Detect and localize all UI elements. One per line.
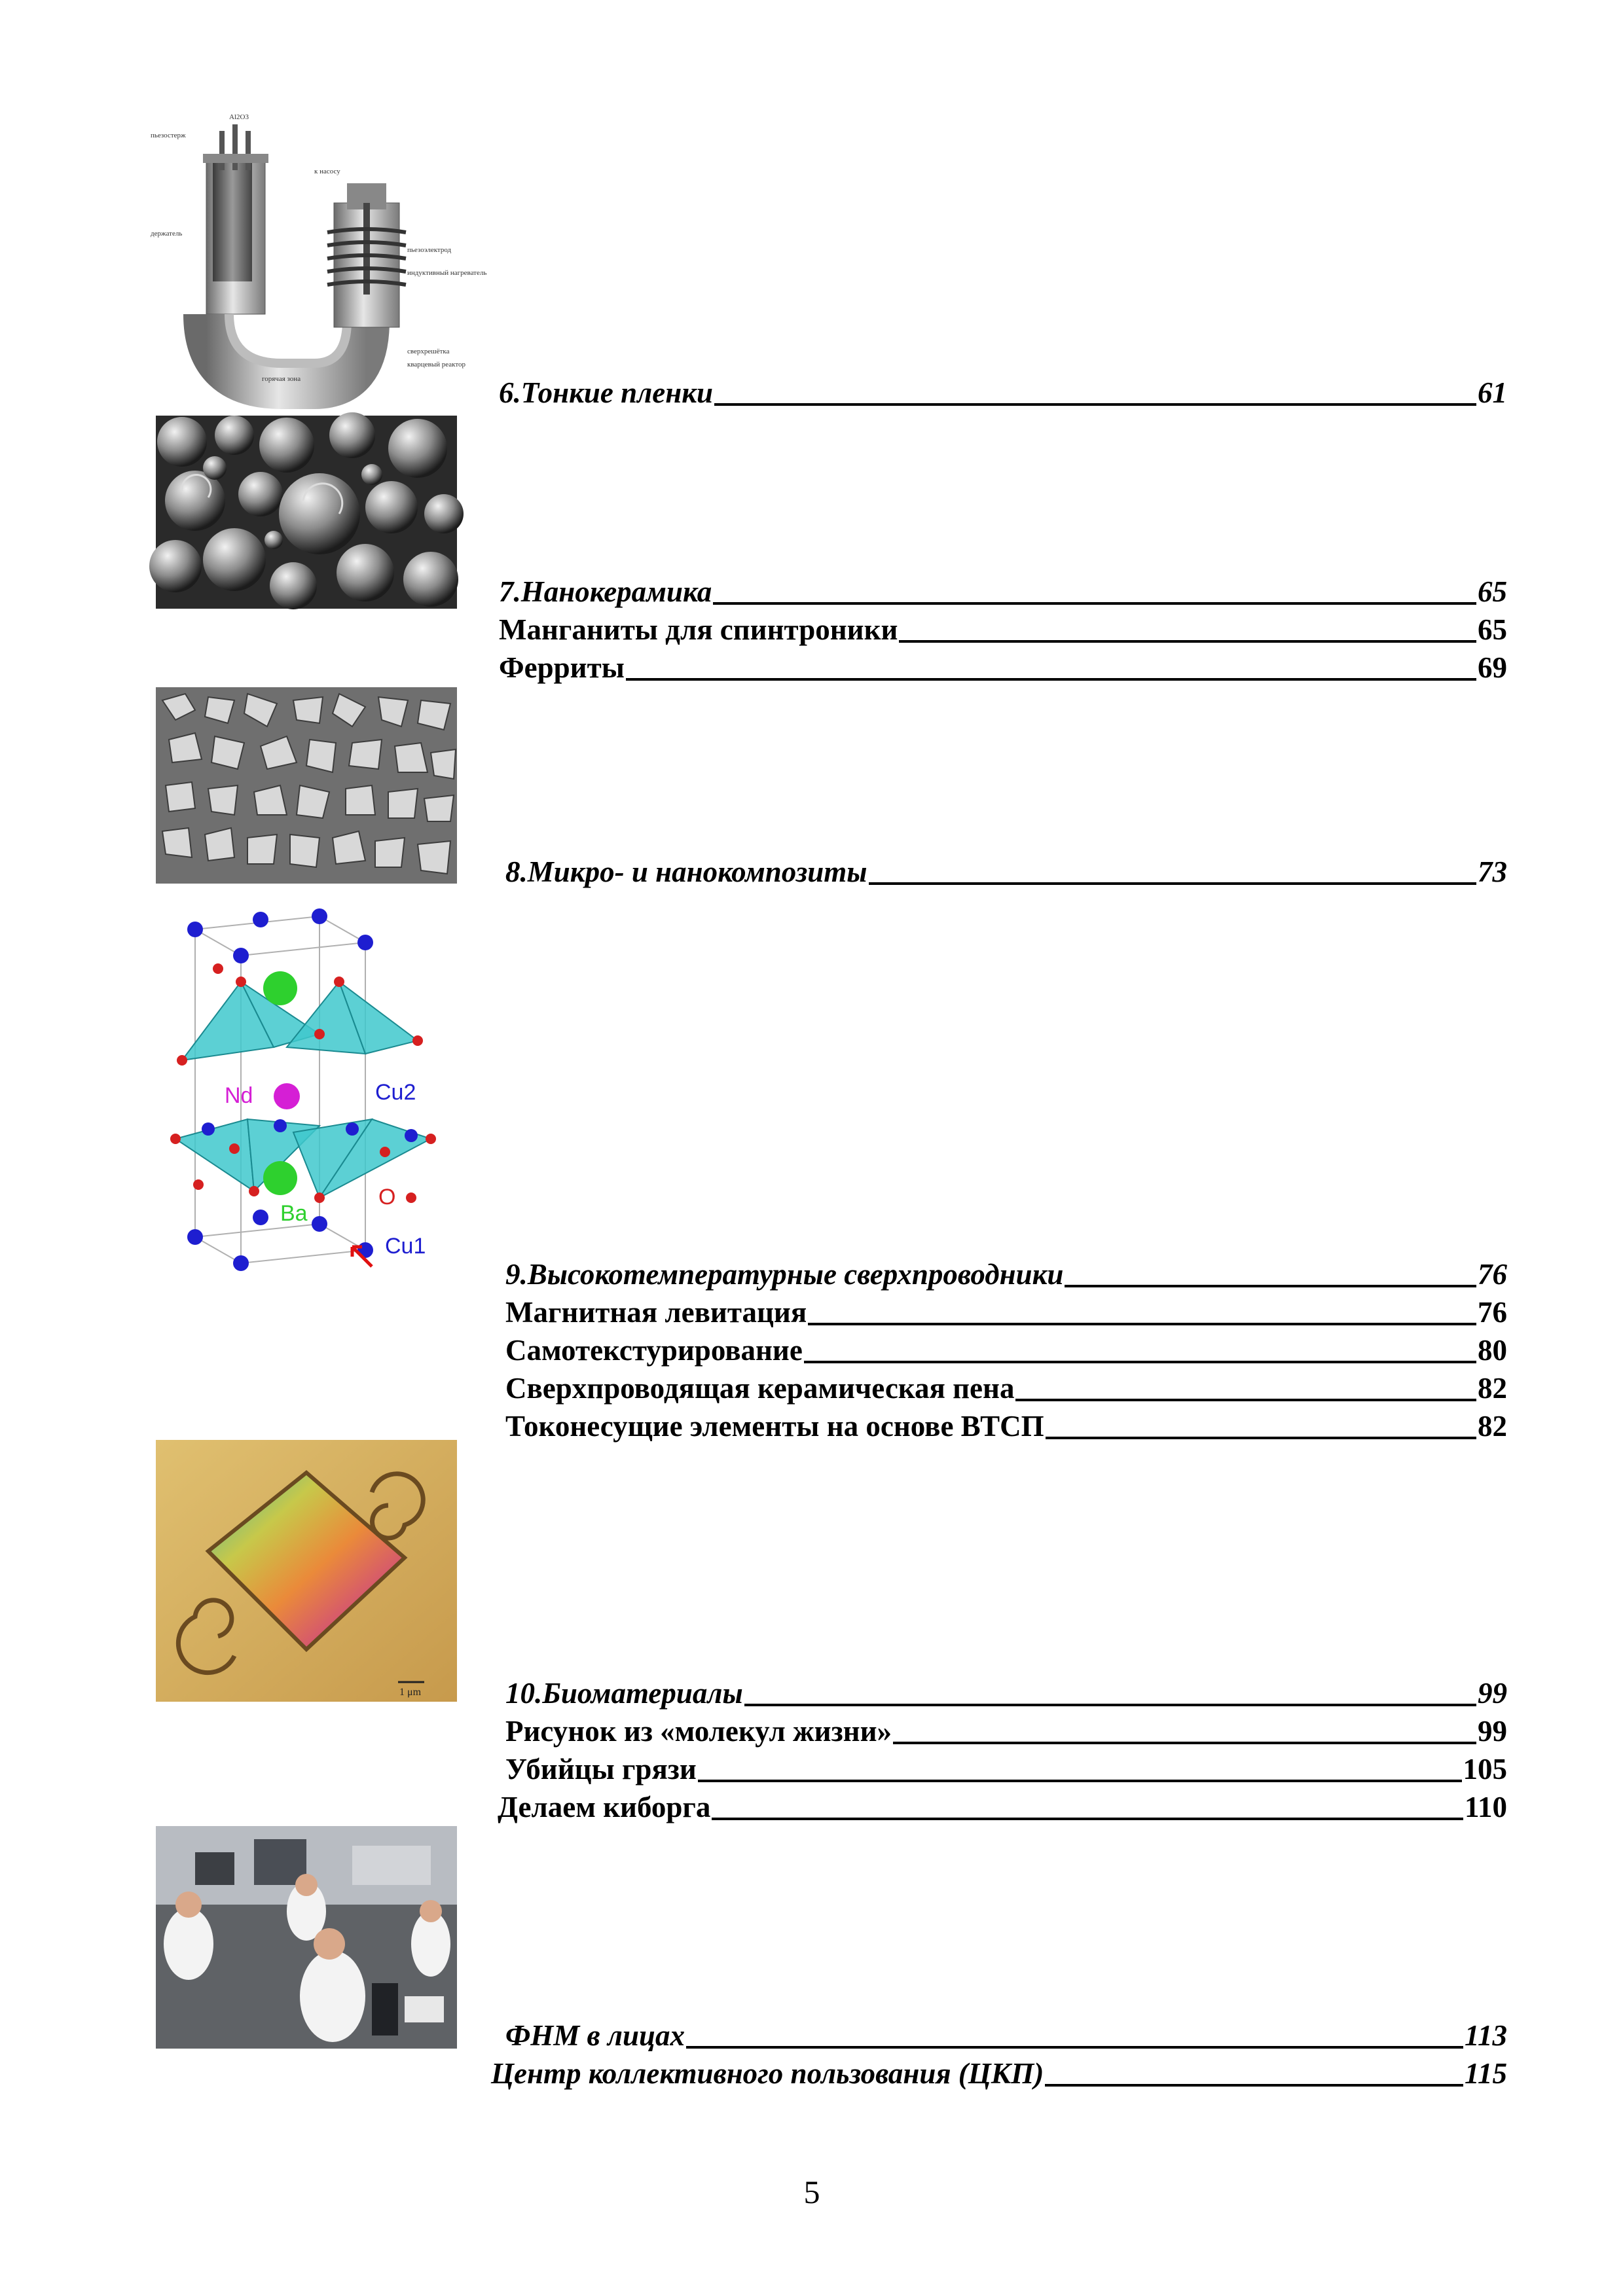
- sem-spheres-image: [156, 416, 457, 609]
- toc-entry-title: 7.Нанокерамика: [499, 575, 712, 608]
- scale-bar-label: 1 μm: [399, 1687, 422, 1698]
- toc-leader-line: [869, 882, 1476, 885]
- toc-leader-line: [713, 601, 1476, 605]
- toc-leader-line: [714, 403, 1476, 406]
- toc-leader-line: [712, 1817, 1463, 1820]
- reactor-diagram-image: [151, 105, 487, 399]
- reactor-label: кварцевый реактор: [407, 361, 466, 368]
- toc-entry-title: Убийцы грязи: [505, 1753, 697, 1785]
- toc-entry-title: ФНМ в лицах: [505, 2019, 685, 2052]
- crystal-label-cu2: Cu2: [375, 1080, 416, 1105]
- toc-entry-page: 61: [1478, 376, 1507, 409]
- toc-entry-page: 113: [1464, 2019, 1507, 2052]
- crystal-label-o: O: [378, 1185, 396, 1210]
- reactor-label: Al2O3: [229, 113, 249, 121]
- toc-entry[interactable]: [505, 1717, 1507, 1746]
- reactor-label: индуктивный нагреватель: [407, 269, 487, 277]
- toc-entry[interactable]: [499, 577, 1507, 607]
- toc-leader-line: [804, 1360, 1476, 1363]
- sem-grains-image: [156, 687, 457, 884]
- toc-entry-title: Самотекстурирование: [505, 1334, 803, 1367]
- toc-entry-page: 99: [1478, 1677, 1507, 1710]
- toc-entry-page: 65: [1478, 613, 1507, 646]
- toc-leader-line: [744, 1703, 1476, 1706]
- toc-entry[interactable]: [505, 1374, 1507, 1403]
- reactor-label: держатель: [151, 230, 183, 238]
- reactor-label: сверхрешётка: [407, 348, 450, 355]
- toc-leader-line: [686, 2045, 1463, 2049]
- crystal-structure-image: [156, 890, 457, 1283]
- toc-entry-page: 115: [1464, 2057, 1507, 2090]
- toc-entry-title: Центр коллективного пользования (ЦКП): [491, 2057, 1044, 2090]
- toc-entry[interactable]: [505, 1755, 1507, 1784]
- micrograph-image: [156, 1440, 457, 1702]
- toc-leader-line: [808, 1322, 1476, 1325]
- toc-entry[interactable]: [499, 653, 1507, 683]
- toc-entry[interactable]: [505, 1260, 1507, 1289]
- toc-entry-title: 6.Тонкие пленки: [499, 376, 714, 409]
- toc-entry-title: Токонесущие элементы на основе ВТСП: [505, 1410, 1044, 1443]
- lab-photo-image: [156, 1826, 457, 2049]
- toc-leader-line: [1015, 1398, 1476, 1401]
- toc-entry[interactable]: [498, 1793, 1507, 1822]
- toc-leader-line: [1045, 2083, 1463, 2087]
- toc-entry-page: 82: [1478, 1410, 1507, 1443]
- toc-entry[interactable]: [505, 857, 1507, 887]
- toc-entry[interactable]: [499, 615, 1507, 645]
- toc-leader-line: [893, 1741, 1476, 1744]
- crystal-label-ba: Ba: [280, 1201, 308, 1226]
- crystal-label-nd: Nd: [225, 1083, 253, 1108]
- toc-entry-title: Рисунок из «молекул жизни»: [505, 1715, 892, 1748]
- reactor-label: пьезостерж: [151, 132, 186, 139]
- reactor-label: к насосу: [314, 168, 340, 175]
- toc-entry-title: Ферриты: [499, 651, 625, 684]
- toc-entry-page: 69: [1478, 651, 1507, 684]
- toc-entry-title: Делаем киборга: [498, 1791, 711, 1823]
- toc-entry-title: 9.Высокотемпературные сверхпроводники: [505, 1258, 1064, 1291]
- toc-entry-page: 76: [1478, 1258, 1507, 1291]
- toc-entry[interactable]: [505, 2021, 1507, 2051]
- reactor-label: пьезоэлектрод: [407, 246, 452, 254]
- toc-entry[interactable]: [505, 1336, 1507, 1365]
- crystal-label-cu1: Cu1: [385, 1234, 426, 1259]
- toc-entry[interactable]: [499, 378, 1507, 408]
- toc-entry[interactable]: [505, 1298, 1507, 1327]
- toc-entry-page: 105: [1463, 1753, 1507, 1785]
- toc-entry-page: 76: [1478, 1296, 1507, 1329]
- page-number: 5: [803, 2174, 820, 2210]
- toc-entry[interactable]: [505, 1679, 1507, 1708]
- toc-entry[interactable]: [505, 1412, 1507, 1441]
- toc-entry-title: Сверхпроводящая керамическая пена: [505, 1372, 1015, 1405]
- toc-leader-line: [899, 639, 1476, 643]
- toc-leader-line: [1046, 1436, 1476, 1439]
- toc-entry-page: 82: [1478, 1372, 1507, 1405]
- toc-entry-page: 80: [1478, 1334, 1507, 1367]
- toc-entry-title: 10.Биоматериалы: [505, 1677, 743, 1710]
- toc-entry-title: Манганиты для спинтроники: [499, 613, 898, 646]
- toc-leader-line: [626, 677, 1476, 681]
- toc-entry[interactable]: [491, 2059, 1507, 2089]
- toc-entry-page: 65: [1478, 575, 1507, 608]
- toc-entry-title: Магнитная левитация: [505, 1296, 807, 1329]
- toc-entry-page: 110: [1464, 1791, 1507, 1823]
- toc-leader-line: [1065, 1284, 1476, 1287]
- toc-leader-line: [698, 1779, 1462, 1782]
- reactor-label: горячая зона: [262, 375, 301, 383]
- toc-entry-title: 8.Микро- и нанокомпозиты: [505, 855, 867, 888]
- toc-entry-page: 73: [1478, 855, 1507, 888]
- toc-entry-page: 99: [1478, 1715, 1507, 1748]
